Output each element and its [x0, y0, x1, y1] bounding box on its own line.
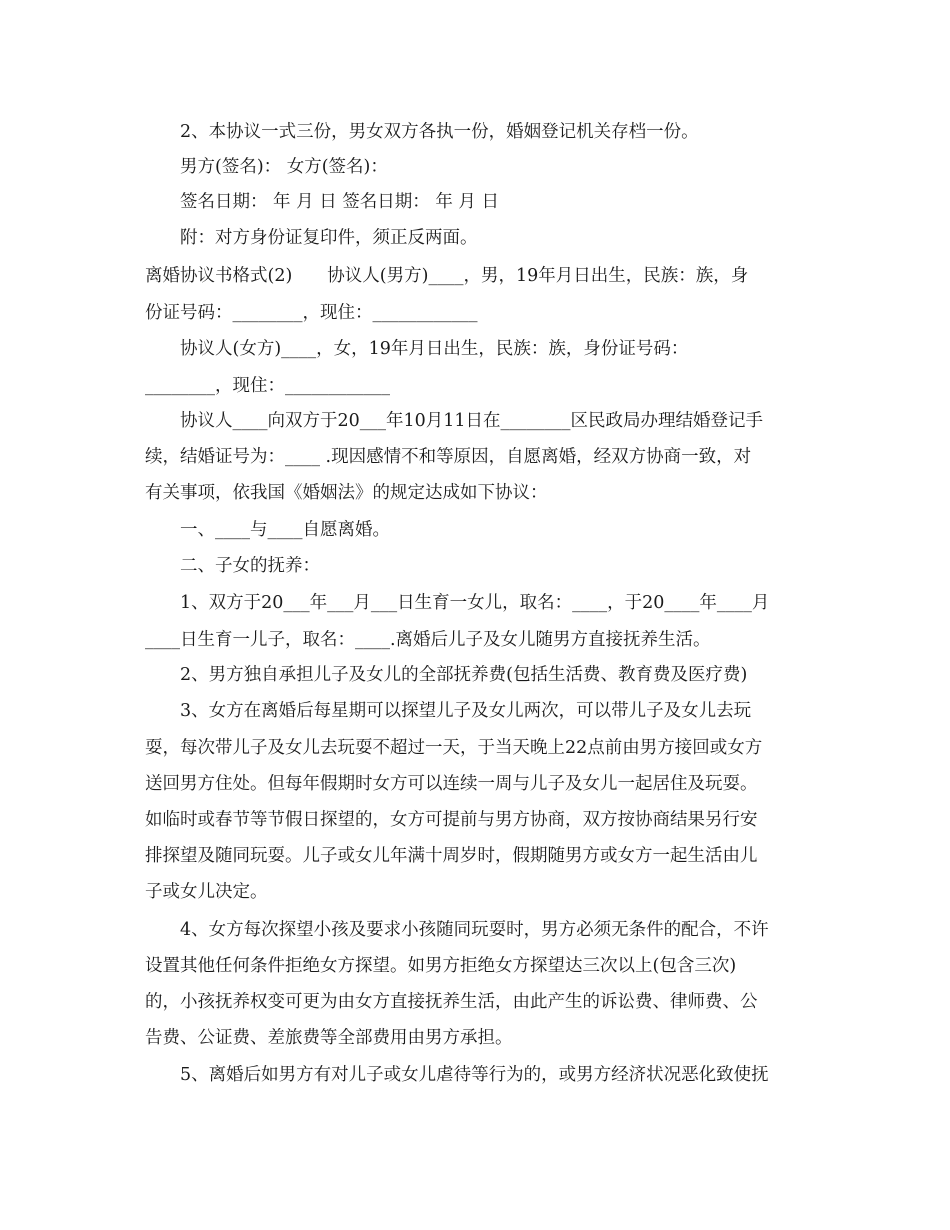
text-line: 如临时或春节等节假日探望的，女方可提前与男方协商，双方按协商结果另行安: [145, 810, 758, 830]
text-line: 2、男方独自承担儿子及女儿的全部抚养费(包括生活费、教育费及医疗费): [180, 665, 748, 685]
text-line: 离婚协议书格式(2) 协议人(男方)____，男，19年月日出生，民族：族，身: [145, 266, 749, 286]
text-line: 二、子女的抚养：: [180, 556, 320, 576]
text-line: 协议人(女方)____，女，19年月日出生，民族：族，身份证号码：: [180, 339, 689, 359]
text-line: 协议人____向双方于20___年10月11日在________区民政局办理结婚登记手: [180, 411, 764, 431]
text-line: 设置其他任何条件拒绝女方探望。如男方拒绝女方探望达三次以上(包含三次): [145, 956, 737, 976]
text-line: 耍，每次带儿子及女儿去玩耍不超过一天，于当天晚上22点前由男方接回或女方: [145, 738, 763, 758]
text-line: 的，小孩抚养权变可更为由女方直接抚养生活，由此产生的诉讼费、律师费、公: [145, 992, 758, 1012]
text-line: ________，现住：____________: [145, 376, 390, 396]
text-line: 份证号码：________，现住：____________: [145, 303, 478, 323]
text-line: 4、女方每次探望小孩及要求小孩随同玩耍时，男方必须无条件的配合，不许: [180, 920, 769, 940]
text-line: 送回男方住处。但每年假期时女方可以连续一周与儿子及女儿一起居住及玩耍。: [145, 774, 758, 794]
text-line: 5、离婚后如男方有对儿子或女儿虐待等行为的，或男方经济状况恶化致使抚: [180, 1065, 769, 1085]
text-line: 男方(签名)： 女方(签名)：: [180, 157, 388, 177]
text-line: 一、____与____自愿离婚。: [180, 520, 390, 540]
text-line: 3、女方在离婚后每星期可以探望儿子及女儿两次，可以带儿子及女儿去玩: [180, 701, 752, 721]
text-line: 1、双方于20___年___月___日生育一女儿，取名：____，于20____年____月: [180, 593, 770, 613]
text-line: 2、本协议一式三份，男女双方各执一份，婚姻登记机关存档一份。: [180, 122, 699, 142]
text-line: 签名日期： 年 月 日 签名日期： 年 月 日: [180, 192, 499, 212]
text-line: 有关事项，依我国《婚姻法》的规定达成如下协议：: [145, 483, 548, 503]
text-line: 告费、公证费、差旅费等全部费用由男方承担。: [145, 1028, 513, 1048]
text-line: 续，结婚证号为：____ .现因感情不和等原因，自愿离婚，经双方协商一致，对: [145, 447, 752, 467]
text-line: 子或女儿决定。: [145, 882, 268, 902]
text-line: 附：对方身份证复印件，须正反两面。: [180, 228, 478, 248]
text-line: 排探望及随同玩耍。儿子或女儿年满十周岁时，假期随男方或女方一起生活由儿: [145, 846, 758, 866]
text-line: ____日生育一儿子，取名：____.离婚后儿子及女儿随男方直接抚养生活。: [145, 630, 711, 650]
